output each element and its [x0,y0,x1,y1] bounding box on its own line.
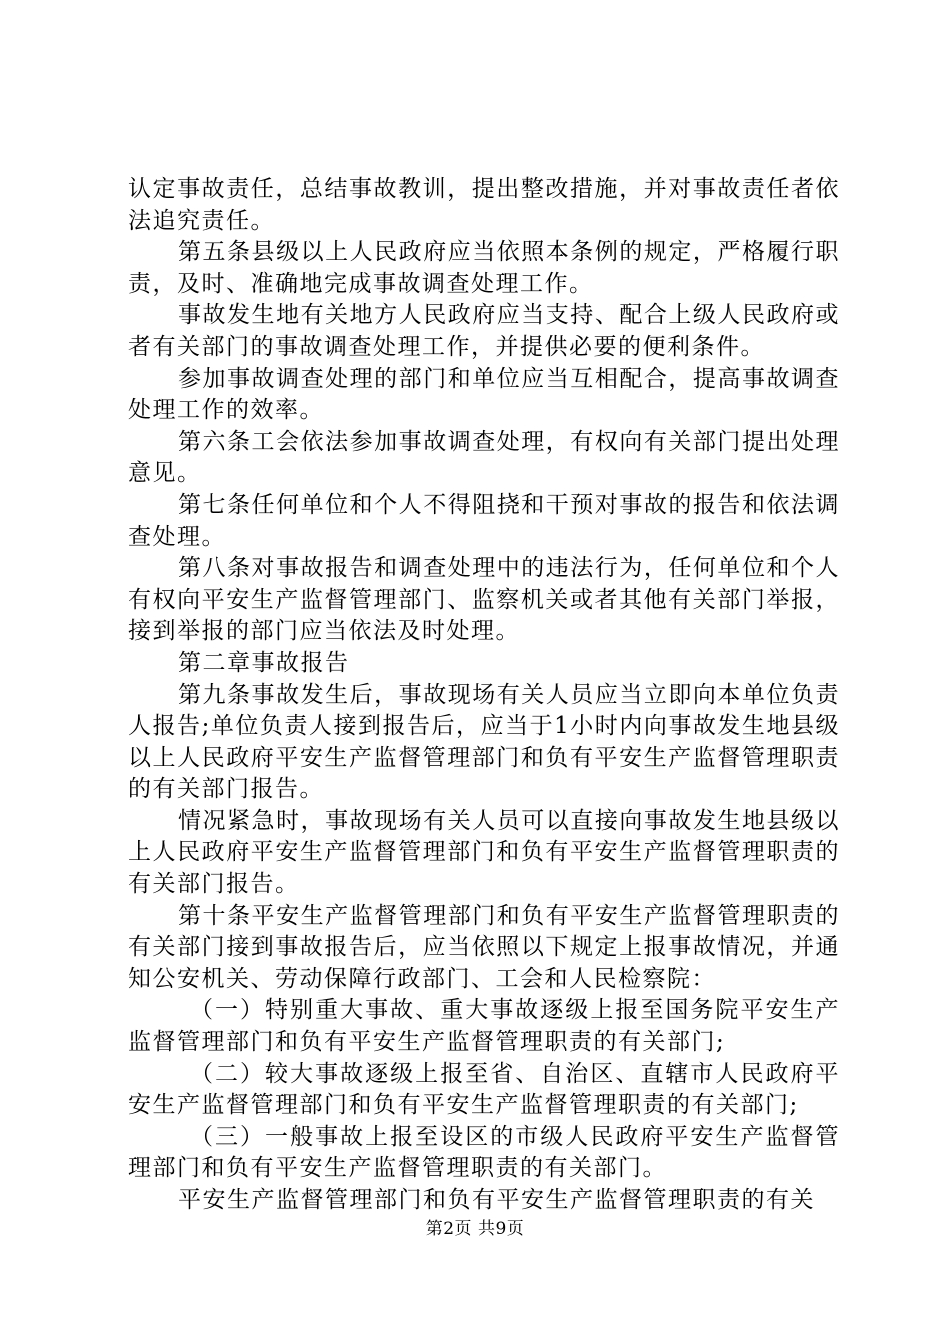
list-item-3: （三）一般事故上报至设区的市级人民政府平安生产监督管理部门和负有平安生产监督管理职责的有关部门。 [128,1123,840,1182]
list-item-2: （二）较大事故逐级上报至省、自治区、直辖市人民政府平安生产监督管理部门和负有平安生产监督管理职责的有关部门; [128,1060,840,1119]
paragraph-article-5: 第五条县级以上人民政府应当依照本条例的规定，严格履行职责，及时、准确地完成事故调查处理工作。 [128,239,840,297]
paragraph-article-10: 第十条平安生产监督管理部门和负有平安生产监督管理职责的有关部门接到事故报告后，应当依照以下规定上报事故情况，并通知公安机关、劳动保障行政部门、工会和人民检察院： [128,902,840,992]
paragraph-continuation: 认定事故责任，总结事故教训，提出整改措施，并对事故责任者依法追究责任。 [128,176,840,234]
page-number-footer: 第2页 共9页 [425,1219,525,1239]
list-item-1: （一）特别重大事故、重大事故逐级上报至国务院平安生产监督管理部门和负有平安生产监督管理职责的有关部门; [128,997,840,1056]
paragraph-article-6: 第六条工会依法参加事故调查处理，有权向有关部门提出处理意见。 [128,428,840,487]
paragraph-emergency-report: 情况紧急时，事故现场有关人员可以直接向事故发生地县级以上人民政府平安生产监督管理部门和负有平安生产监督管理职责的有关部门报告。 [128,807,840,898]
paragraph-cooperation: 参加事故调查处理的部门和单位应当互相配合，提高事故调查处理工作的效率。 [128,365,840,424]
paragraph-trailing: 平安生产监督管理部门和负有平安生产监督管理职责的有关 [178,1187,815,1213]
paragraph-article-7: 第七条任何单位和个人不得阻挠和干预对事故的报告和依法调查处理。 [128,491,840,550]
paragraph-article-9: 第九条事故发生后，事故现场有关人员应当立即向本单位负责人报告;单位负责人接到报告后，应当于1小时内向事故发生地县级以上人民政府平安生产监督管理部门和负有平安生产监督管理职责的有关部门报告。 [128,681,840,803]
chapter-heading: 第二章事故报告 [178,649,350,676]
paragraph-local-government-support: 事故发生地有关地方人民政府应当支持、配合上级人民政府或者有关部门的事故调查处理工作，并提供必要的便利条件。 [128,302,840,360]
document-body [128,174,840,1217]
paragraph-article-8: 第八条对事故报告和调查处理中的违法行为，任何单位和个人有权向平安生产监督管理部门、监察机关或者其他有关部门举报，接到举报的部门应当依法及时处理。 [128,555,840,645]
